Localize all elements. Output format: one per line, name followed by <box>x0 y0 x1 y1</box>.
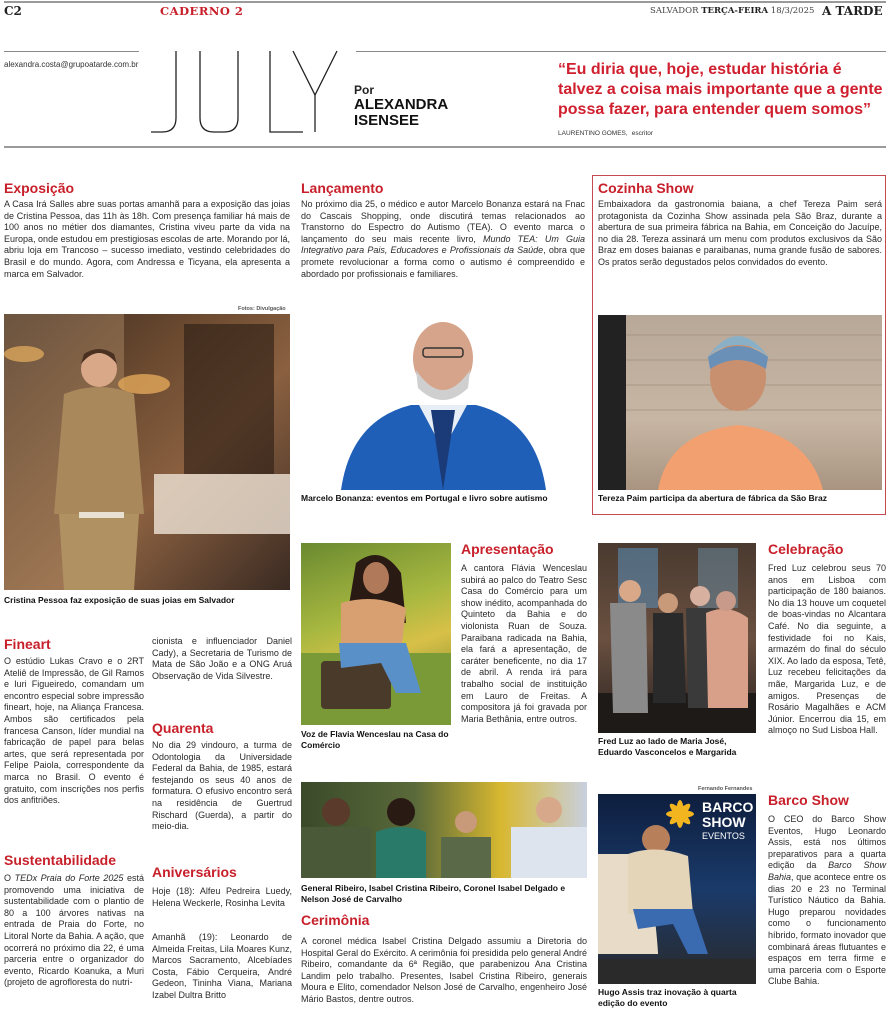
body-sustentabilidade <box>4 873 144 989</box>
tedx-event-name: TEDx Praia do Forte 2025 <box>14 873 124 883</box>
body-barco <box>768 814 886 988</box>
photo-flavia-wenceslau <box>301 543 451 725</box>
caption-cozinha: Tereza Paim participa da abertura de fábrica da São Braz <box>598 493 827 503</box>
body-cerimonia: A coronel médica Isabel Cristina Delgado assumiu a Diretoria do Hospital Geral do Exército. A cerimônia foi presidida pelo general André Ribeiro, comandante da 6ª Região, que parabenizou Ana Cristina Landim pelo trabalho. Presentes, Isabel Cristina Ribeiro, generais Moura e Elito, comendador Nelson José de Carvalho, engenheiro José Mário Bastos, dentre outros. <box>301 936 587 1004</box>
newspaper-name: A TARDE <box>822 4 883 18</box>
column-rule-left <box>4 51 139 52</box>
photo-illustration <box>4 314 290 590</box>
book-title: Mundo TEA: Um Guia Integrativo para Pais, Educadores e Profissionais da Saúde <box>301 233 585 256</box>
body-exposicao: A Casa Irá Salles abre suas portas amanhã para a exposição das joias de Cristina Pessoa, das 11h às 18h. Com presença familiar há mais de 100 anos no métier dos diamantes, Cristina viveu parte da vida na Europa, onde estudou em prestigiosas escolas de arte. Morando por lá, abriu loja em Trancoso – sucesso imediato, vestindo celebridades do Brasil e do mundo. Agora, com Andressa e Ticyana, ela apresenta a marca em Salvador. <box>4 199 290 279</box>
body-apresentacao: A cantora Flávia Wenceslau subirá ao palco do Teatro Sesc Casa do Comércio para um show inédito, acompanhada do Quinteto da Bahia e do violonista Ruan de Souza. Paraibana radicada na Bahia, ela fará a apresentação, de caráter beneficente, no dia 17 de abril. A renda irá para trabalho social de instituição em Lauro de Freitas. A compositora já foi gravada por Maria Bethânia, entre outros. <box>461 563 587 724</box>
photo-cristina-pessoa <box>4 314 290 590</box>
photo-marcelo-bonanza <box>301 300 585 490</box>
photo-hugo-assis <box>598 794 756 984</box>
birthdays-tomorrow: Amanhã (19): Leonardo de Almeida Freitas, Lila Moares Kunz, Marcos Sacramento, Alcebíades Costa, Fábio Cerqueira, André Gedeon, Tininha Viana, Mariana Izabel Dultra Britto <box>152 932 292 1000</box>
caption-exposicao: Cristina Pessoa faz exposição de suas joias em Salvador <box>4 595 235 605</box>
dateline-date: 18/3/2025 <box>770 6 815 16</box>
heading-lancamento: Lançamento <box>301 180 384 196</box>
body-cozinha: Embaixadora da gastronomia baiana, a chef Tereza Paim será protagonista da Cozinha Show assinada pela São Braz, durante a abertura de sua primeira fábrica na Bahia, em Conceição do Jacuípe, no dia 28. Tereza assinará um menu com produtos exclusivos da São Braz em doses baianas e paraibanas, numa grande fusão de sabores. Os pratos serão degustados pelos convidados do evento. <box>598 199 882 267</box>
heading-fineart: Fineart <box>4 636 51 652</box>
barco-event-name: Barco Show Bahia <box>768 860 886 882</box>
page-number: C2 <box>4 4 22 18</box>
photo-illustration <box>598 794 756 984</box>
byline-prefix: Por <box>354 83 375 97</box>
body-quarenta: No dia 29 vindouro, a turma de Odontologia da Universidade Federal da Bahia, de 1985, estará festejando os seus 40 anos de formatura. O efusivo encontro será na residência de Guertrud Rischard (Guerda), a partir do meio-dia. <box>152 740 292 832</box>
heading-quarenta: Quarenta <box>152 720 214 736</box>
heading-apresentacao: Apresentação <box>461 541 554 557</box>
heading-sustentabilidade: Sustentabilidade <box>4 852 117 868</box>
section-name: CADERNO 2 <box>160 4 244 18</box>
heading-exposicao: Exposição <box>4 180 75 196</box>
barco-logo-line1: BARCO <box>702 799 754 815</box>
caption-celebracao: Fred Luz ao lado de Maria José, Eduardo Vasconcelos e Margarida <box>598 736 737 757</box>
dateline <box>650 6 814 16</box>
heading-barco: Barco Show <box>768 792 849 808</box>
photo-credit-exposicao: Fotos: Divulgação <box>238 306 286 312</box>
pull-quote: “Eu diria que, hoje, estudar história é talvez a coisa mais importante que a gente possa fazer, para entender quem somos” <box>558 61 883 118</box>
body-sustentabilidade-text: está promovendo uma iniciativa de sustentabilidade com o plantio de 80 a 100 árvores nativas na entrada de Praia do Forte, no Litoral Norte da Bahia. A ação, que ocorrerá no próximo dia 22, é uma parceria entre o organizador do evento, Ricardo Koanuka, a Muri (projeto de agrofloresta do nutri- <box>4 873 144 988</box>
caption-apresentacao: Voz de Flavia Wenceslau na Casa do Comércio <box>301 729 449 750</box>
author-first-name: ALEXANDRA <box>354 96 449 113</box>
body-celebracao: Fred Luz celebrou seus 70 anos em Lisboa com participação de 180 baianos. No dia 13 houve um coquetel de boas-vindas no Alcantara Café. No dia seguinte, a festividade foi no Kais, armazém do final do século XIX. Ao lado da esposa, Tetê, Luz recebeu felicitações da mãe, Margarida Luz, e de amigos. Presenças de Rosário Magalhães e ACM Júnior. Encerrou dia 15, em almoço no Sud Lisboa Hall. <box>768 563 886 736</box>
heading-aniversarios: Aniversários <box>152 864 237 880</box>
caption-lancamento: Marcelo Bonanza: eventos em Portugal e livro sobre autismo <box>301 493 548 503</box>
barco-logo-line2: SHOW <box>702 814 746 830</box>
photo-illustration <box>301 782 587 878</box>
photo-tereza-paim <box>598 315 882 490</box>
header-bottom-rule <box>4 146 886 148</box>
author-email[interactable]: alexandra.costa@grupoatarde.com.br <box>4 60 139 69</box>
body-sustentabilidade-continuation: cionista e influenciador Daniel Cady), a Secretaria de Turismo de Mata de São João e a ONG Aruá Observação de Vida Silvestre. <box>152 636 292 681</box>
quote-attribution <box>558 130 653 137</box>
body-barco-part1: O CEO do Barco Show Eventos, Hugo Leonardo Assis, está nos últimos preparativos para a quarta edição da <box>768 814 886 871</box>
author-name <box>354 97 448 129</box>
column-title-logo <box>145 40 345 135</box>
caption-cerimonia: General Ribeiro, Isabel Cristina Ribeiro, Coronel Isabel Delgado e Nelson José de Carvalho <box>301 883 566 904</box>
quote-author: LAURENTINO GOMES, <box>558 130 628 137</box>
body-lancamento-part1: No próximo dia 25, o médico e autor Marcelo Bonanza estará na Fnac do Cascais Shopping, onde discutirá temas relacionados ao Transtorno do Espectro do Autismo (TEA). O evento marca o lançamento do seu mais recente livro, <box>301 199 585 244</box>
caption-barco: Hugo Assis traz inovação à quarta edição do evento <box>598 987 737 1008</box>
dateline-city: SALVADOR <box>650 6 699 16</box>
top-rule <box>4 1 886 3</box>
body-barco-part2: , que acontece entre os dias 20 e 23 no Terminal Turístico Náutico da Bahia. Hugo preparou novidades como o funcionamento híbrido, formato inovador que combinará áreas flutuantes e espaços em terra firme e uma parceria com o Esporte Clube Bahia. <box>768 871 886 987</box>
body-sustentabilidade-prefix: O <box>4 873 12 883</box>
photo-cerimonia <box>301 782 587 878</box>
photo-fred-luz <box>598 543 756 733</box>
column-rule-right <box>356 51 886 52</box>
photo-credit-barco: Fernando Fernandes <box>698 786 753 792</box>
heading-cozinha: Cozinha Show <box>598 180 694 196</box>
heading-cerimonia: Cerimônia <box>301 912 370 928</box>
photo-illustration <box>301 300 585 490</box>
birthdays-today: Hoje (18): Alfeu Pedreira Luedy, Helena Weckerle, Rosinha Levita <box>152 886 292 908</box>
dateline-weekday: TERÇA-FEIRA <box>701 6 769 16</box>
photo-illustration <box>598 543 756 733</box>
barco-logo-line3: EVENTOS <box>702 831 745 841</box>
quote-role: escritor <box>631 130 654 137</box>
body-lancamento-part2: , obra que promete revolucionar a forma como o autismo é compreendido e abordado por profissionais e familiares. <box>301 245 585 279</box>
photo-illustration <box>598 315 882 490</box>
barco-show-logo-star <box>666 800 694 828</box>
photo-illustration <box>301 543 451 725</box>
author-last-name: ISENSEE <box>354 112 420 129</box>
heading-celebracao: Celebração <box>768 541 844 557</box>
body-fineart: O estúdio Lukas Cravo e o 2RT Ateliê de Impressão, de Gil Ramos e Iuri Figueiredo, comandam um encontro especial sobre impressão fineart, hoje, na Aliança Francesa. Ambos são certificados pela francesa Canson, líder mundial na fabricação de papel para belas artes, que será representada por Felipe Paiola, correspondente da marca no Brasil. O evento é gratuito, com inscrições nos perfis dos anfitriões. <box>4 656 144 806</box>
body-lancamento <box>301 199 585 280</box>
